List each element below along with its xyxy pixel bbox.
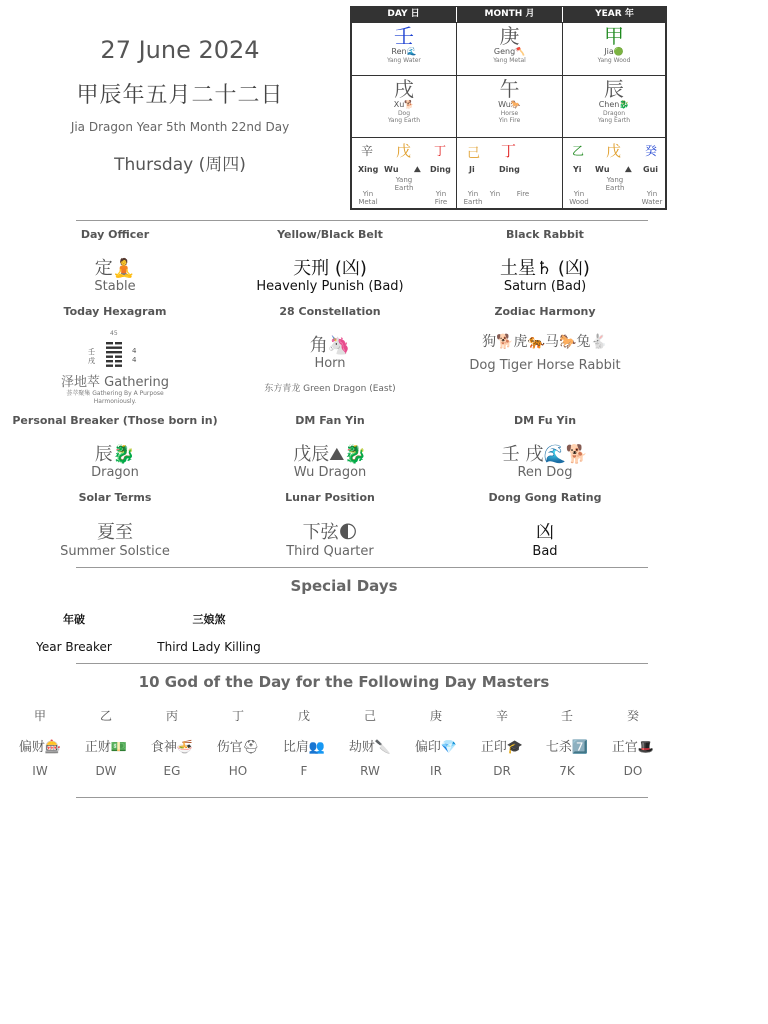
god-stem: 丁 [231,709,244,723]
hidden-stem-label: Gui [643,165,659,174]
god-name: 正财💵 [84,740,128,755]
stem-month [456,22,563,76]
branch-name: Xu🐕 [393,100,415,109]
text-today-hexagram: 泽地萃 Gathering [61,375,169,390]
god-abbr: IW [32,764,48,778]
god-name: 劫财🔪 [348,740,392,755]
hexagram-figure [85,330,145,372]
value-dm-fu-yin: 壬 戌🌊🐕 [501,444,589,465]
god-name: 伤官⛑ [216,740,260,755]
god-abbr: HO [228,764,248,778]
god-name: 偏印💎 [414,740,458,755]
hidden-stem-label: Wu [595,165,610,174]
hidden-stem-sub: Yang Earth [394,176,414,192]
hexagram-description: 荟萃聚集 Gathering By A Purpose Harmoniously. [66,390,164,405]
text-dm-fu-yin: Ren Dog [517,465,573,480]
stem-year [562,22,666,76]
hidden-stem-char: 戊 [396,142,412,160]
branch-char: 戌 [394,77,414,101]
god-name: 偏财🎰 [18,740,62,755]
god-name: 比肩👥 [282,740,326,755]
branch-char: 辰 [604,77,624,101]
text-black-rabbit: Saturn (Bad) [503,279,587,294]
hexagram-lines-icon [105,341,123,369]
value-day-officer: 定🧘 [94,258,136,279]
text-zodiac-harmony: Dog Tiger Horse Rabbit [469,358,621,373]
branch-desc1: Horse [500,110,519,117]
hexagram-upper: 壬 [88,348,95,356]
label-lunar-position: Lunar Position [285,491,375,504]
stem-day [351,22,457,76]
branch-desc2: Yang Earth [597,117,631,124]
hidden-stem-sub: Yin [489,190,501,198]
god-name: 正官🎩 [611,740,655,755]
value-dong-gong-rating: 凶 [536,522,554,543]
label-day-officer: Day Officer [80,228,150,241]
special-day-cn: 年破 [63,613,85,626]
hidden-stems-year [562,137,666,209]
hidden-stems-month [456,137,563,209]
branch-desc1: Dog [397,110,411,117]
divider [76,220,648,221]
god-stem: 癸 [626,709,639,723]
branch-name: Wu🐎 [498,100,521,109]
god-abbr: 7K [559,764,575,778]
value-personal-breaker: 辰🐉 [94,444,136,465]
branch-desc2: Yin Fire [498,117,521,124]
god-stem: 壬 [560,709,573,723]
branch-desc1: Dragon [602,110,626,117]
pillar-header-year: YEAR 年 [563,7,666,22]
god-abbr: DW [95,764,117,778]
pillar-header-day: DAY 日 [351,7,456,22]
constellation-sub: 东方青龙 Green Dragon (East) [264,384,396,394]
god-abbr: F [300,764,308,778]
hexagram-n2: 4 [132,356,137,364]
text-personal-breaker: Dragon [91,465,139,480]
divider [76,567,648,568]
divider [76,663,648,664]
branch-char: 午 [499,77,520,101]
divider [76,797,648,798]
special-day-cn: 三娘煞 [192,613,226,626]
text-dm-fan-yin: Wu Dragon [293,465,367,480]
four-pillars-table [350,6,667,210]
hidden-stem-char: 乙 [572,144,585,158]
god-abbr: EG [163,764,181,778]
hidden-stem-char: 丁 [434,144,447,158]
label-dm-fu-yin: DM Fu Yin [513,414,577,427]
value-yellow-black-belt: 天刑 (凶) [293,258,367,279]
value-28-constellation: 角🦄 [309,335,351,356]
stem-char: 壬 [394,24,414,48]
special-day-en: Third Lady Killing [157,640,261,654]
value-black-rabbit: 土星♄ (凶) [500,258,590,279]
god-abbr: DR [493,764,511,778]
text-yellow-black-belt: Heavenly Punish (Bad) [256,279,404,294]
hidden-stem-sub: Yin Fire [434,190,448,206]
god-name: 正印🎓 [480,740,524,755]
god-stem: 甲 [33,709,46,723]
value-lunar-position: 下弦🌓 [302,522,358,543]
hidden-stem-char: 丁 [501,142,517,160]
special-days-title: Special Days [290,577,398,595]
god-stem: 辛 [495,709,508,723]
label-yellow-black-belt: Yellow/Black Belt [277,228,383,241]
god-name: 七杀7️⃣ [545,740,589,755]
text-28-constellation: Horn [314,356,346,371]
hidden-stem-sub: Yin Water [641,190,663,206]
hexagram-number: 45 [110,330,118,337]
god-name: 食神🍜 [150,740,194,755]
hidden-stem-label: Ji [469,165,475,174]
god-abbr: IR [430,764,442,778]
hidden-stem-label: Ding [499,165,520,174]
stem-desc: Yang Water [387,57,421,64]
stem-name: Ren🌊 [391,47,417,56]
special-day-en: Year Breaker [36,640,112,654]
hidden-stem-sub: Yin Earth [463,190,483,206]
label-dm-fan-yin: DM Fan Yin [295,414,365,427]
text-solar-terms: Summer Solstice [60,544,170,559]
value-dm-fan-yin: 戊辰⛰🐉 [293,444,367,465]
label-28-constellation: 28 Constellation [279,305,381,318]
hidden-stem-sub: Yin Metal [358,190,378,206]
text-lunar-position: Third Quarter [286,544,374,559]
value-solar-terms: 夏至 [97,522,133,543]
stem-desc: Yang Metal [493,57,526,64]
date-english: 27 June 2024 [100,36,260,64]
hidden-stem-char: 戊 [606,142,622,160]
hidden-stem-label: Xing [358,165,379,174]
label-solar-terms: Solar Terms [78,491,152,504]
date-weekday: Thursday (周四) [114,155,246,175]
stem-desc: Yang Wood [597,57,631,64]
hidden-stem-sub: Yang Earth [605,176,625,192]
label-zodiac-harmony: Zodiac Harmony [494,305,596,318]
text-dong-gong-rating: Bad [532,544,558,559]
hidden-stem-char: 己 [467,146,481,161]
hexagram-lower: 戌 [88,357,95,365]
date-pinyin: Jia Dragon Year 5th Month 22nd Day [70,120,290,134]
pillar-header-month: MONTH 月 [457,7,562,22]
hidden-stems-day [351,137,457,209]
god-stem: 丙 [165,709,178,723]
branch-day [351,75,457,138]
hexagram-n1: 4 [132,347,137,355]
stem-char: 甲 [604,24,624,48]
stem-name: Geng🪓 [493,47,526,56]
date-chinese: 甲辰年五月二十二日 [76,83,284,108]
ten-gods-title: 10 God of the Day for the Following Day Masters [138,673,550,691]
mountain-icon: ⛰ [625,165,632,174]
hidden-stem-char: 辛 [361,144,374,158]
god-stem: 己 [363,709,376,723]
branch-desc2: Yang Earth [387,117,421,124]
god-stem: 庚 [429,709,442,723]
god-stem: 戊 [297,709,310,723]
text-day-officer: Stable [94,279,136,294]
hidden-stem-label: Wu [384,165,399,174]
label-personal-breaker: Personal Breaker (Those born in) [12,414,218,427]
label-black-rabbit: Black Rabbit [506,228,584,241]
label-today-hexagram: Today Hexagram [63,305,167,318]
branch-name: Chen🐉 [598,100,630,109]
stem-char: 庚 [499,24,520,48]
hidden-stem-sub: Yin Wood [569,190,589,206]
hidden-stem-char: 癸 [645,144,658,158]
god-stem: 乙 [99,709,112,723]
god-abbr: RW [360,764,380,778]
god-abbr: DO [623,764,643,778]
hidden-stem-label: Ding [430,165,451,174]
mountain-icon: ⛰ [414,165,421,174]
branch-month [456,75,563,138]
label-dong-gong-rating: Dong Gong Rating [488,491,602,504]
stem-name: Jia🟢 [604,47,624,56]
hidden-stem-sub: Fire [516,190,530,198]
hidden-stem-label: Yi [573,165,582,174]
branch-year [562,75,666,138]
value-zodiac-harmony: 狗🐕虎🐅马🐎兔🐇 [482,334,608,350]
